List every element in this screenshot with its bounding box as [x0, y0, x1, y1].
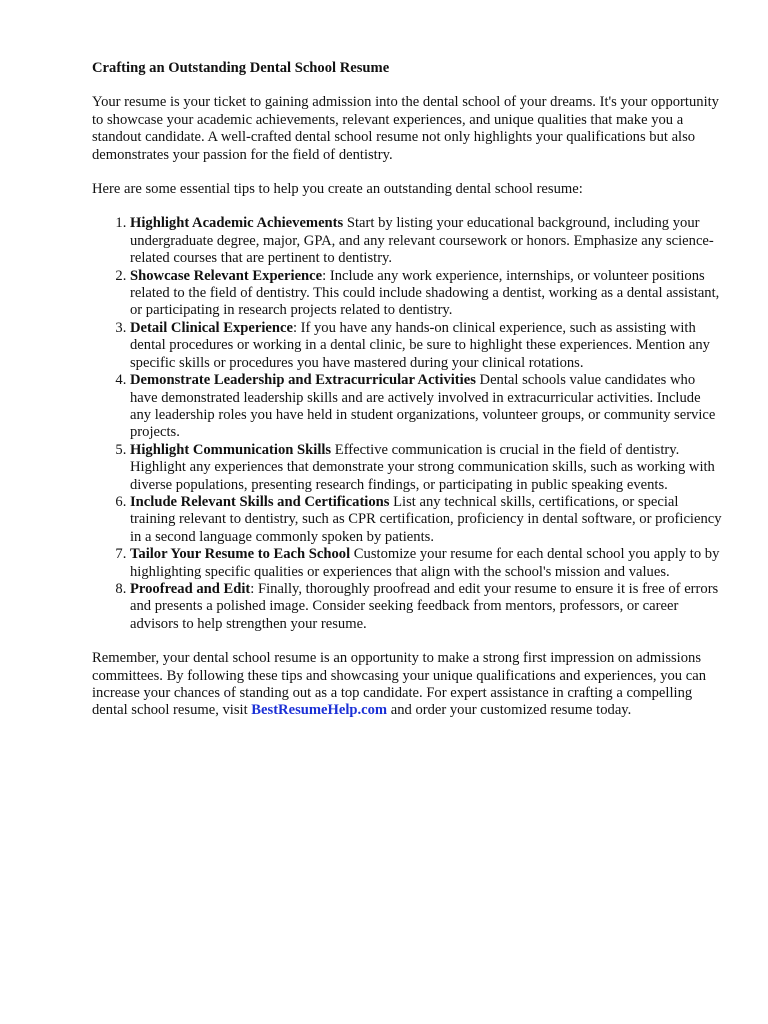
document-page — [92, 60, 722, 737]
bestresumehelp-link[interactable]: BestResumeHelp.com — [251, 702, 388, 719]
tip-text: Start by listing your educational background, including your undergraduate degree, major, GPA, and any relevant coursework or honors. Emphasize any science-related courses that are pertinent to dentistry. — [130, 215, 714, 267]
tip-text: Dental schools value candidates who have demonstrated leadership skills and are actively involved in extracurricular activities. Include any leadership roles you have held in student organizations, volunteer groups, or community service projects. — [130, 372, 716, 441]
tip-text: List any technical skills, certifications, or special training relevant to dentistry, such as CPR certification, proficiency in dental software, or proficiency in a second language commonly spoken by patients. — [130, 493, 722, 545]
closing-paragraph — [92, 650, 722, 720]
tip-heading: Detail Clinical Experience — [130, 319, 293, 336]
closing-text-after-link: and order your customized resume today. — [387, 702, 632, 719]
tip-heading: Include Relevant Skills and Certifications — [130, 493, 390, 510]
list-item — [130, 581, 722, 633]
tips-list — [92, 215, 722, 633]
tip-heading: Highlight Academic Achievements — [130, 215, 344, 232]
list-item — [130, 494, 722, 546]
tip-text: : If you have any hands-on clinical experience, such as assisting with dental procedures or working in a dental clinic, be sure to highlight these experiences. Mention any specific skills or procedures you have mastered during your clinical rotations. — [130, 319, 710, 371]
tip-text: Effective communication is crucial in the field of dentistry. Highlight any experiences that demonstrate your strong communication skills, such as working with diverse populations, presenting research findings, or participating in public speaking events. — [130, 441, 715, 493]
intro-paragraph: Your resume is your ticket to gaining admission into the dental school of your dreams. It's your opportunity to showcase your academic achievements, relevant experiences, and unique qualities that make you a standout candidate. A well-crafted dental school resume not only highlights your qualifications but also demonstrates your passion for the field of dentistry. — [92, 94, 719, 163]
list-item — [130, 372, 722, 442]
tip-text: : Include any work experience, internships, or volunteer positions related to the field of dentistry. This could include shadowing a dentist, working as a dental assistant, or participating in research projects related to dentistry. — [130, 267, 720, 319]
tip-heading: Showcase Relevant Experience — [130, 267, 323, 284]
tip-heading: Demonstrate Leadership and Extracurricular Activities — [130, 372, 476, 389]
tip-heading: Proofread and Edit — [130, 580, 251, 597]
tips-lead-paragraph: Here are some essential tips to help you create an outstanding dental school resume: — [92, 181, 583, 198]
closing-text-before-link: Remember, your dental school resume is an opportunity to make a strong first impression on admissions committees. By following these tips and showcasing your unique qualifications and experiences, you can increase your chances of standing out as a top candidate. For expert assistance in crafting a compelling dental school resume, visit — [92, 650, 707, 719]
list-item — [130, 268, 722, 320]
document-title: Crafting an Outstanding Dental School Resume — [92, 60, 390, 76]
tip-heading: Highlight Communication Skills — [130, 441, 332, 458]
tip-text: Customize your resume for each dental school you apply to by highlighting specific qualities or experiences that align with the school's mission and values. — [130, 546, 720, 580]
tip-heading: Tailor Your Resume to Each School — [130, 546, 351, 563]
list-item — [130, 442, 722, 494]
tip-text: : Finally, thoroughly proofread and edit your resume to ensure it is free of errors and presents a polished image. Consider seeking feedback from mentors, professors, or career advisors to help strengthen your resume. — [130, 580, 719, 632]
list-item — [130, 215, 722, 267]
list-item — [130, 320, 722, 372]
list-item — [130, 546, 722, 581]
